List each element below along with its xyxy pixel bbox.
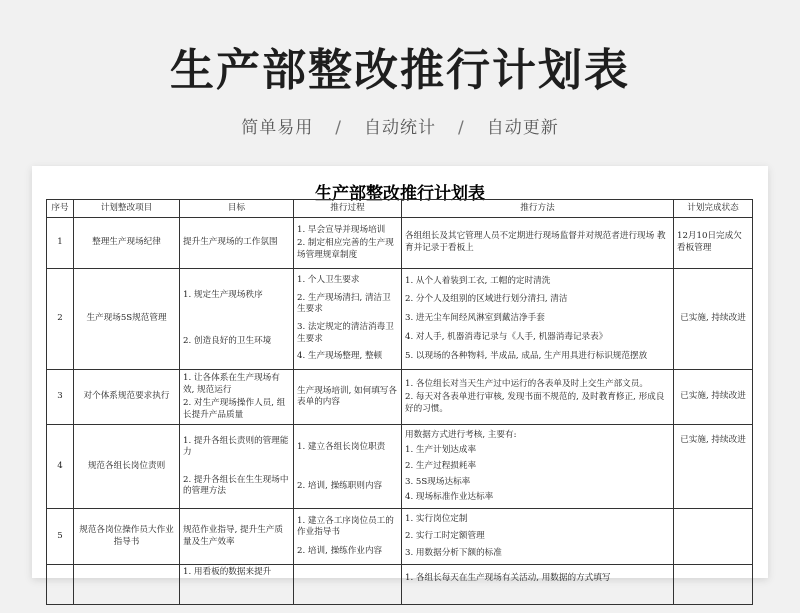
row-goal <box>180 269 294 370</box>
method-line: 5. 以现场的各种物料, 半成品, 成品, 生产用具进行标识规范摆放 <box>405 350 648 361</box>
plan-table <box>46 199 753 605</box>
method-line: 2. 实行工时定额管理 <box>405 531 485 542</box>
tag-separator: / <box>458 118 465 138</box>
row-goal <box>180 565 294 605</box>
row-no: 5 <box>47 509 74 565</box>
goal-line: 2. 创造良好的卫生环境 <box>183 336 272 347</box>
process-line: 1. 个人卫生要求 <box>297 275 360 286</box>
col-header-no: 序号 <box>47 200 74 218</box>
row-item: 生产现场5S规范管理 <box>74 269 180 370</box>
row-method <box>402 370 674 425</box>
row-no: 4 <box>47 425 74 509</box>
table-row <box>47 370 753 425</box>
row-status <box>674 565 753 605</box>
row-method <box>402 425 674 509</box>
row-no: 1 <box>47 218 74 269</box>
row-status: 已实施, 持续改进 <box>674 425 753 509</box>
table-header-row <box>47 200 753 218</box>
process-line: 4. 生产现场整理, 整顿 <box>297 351 383 362</box>
row-method <box>402 509 674 565</box>
row-method <box>402 269 674 370</box>
method-line: 2. 分个人及组别的区域进行划分清扫, 清洁 <box>405 294 568 305</box>
document-title: 生产部整改推行计划表 <box>315 184 485 204</box>
col-header-process: 推行过程 <box>294 200 402 218</box>
row-goal <box>180 425 294 509</box>
table-row <box>47 425 753 509</box>
col-header-goal: 目标 <box>180 200 294 218</box>
row-process <box>294 370 402 425</box>
process-line: 1. 建立各组长岗位职责 <box>297 441 386 452</box>
process-line: 2. 培训, 操练职则内容 <box>297 480 383 491</box>
row-process <box>294 218 402 269</box>
method-line: 各组组长及其它管理人员不定期进行现场监督并对规范者进行现场 教育并记录于看板上 <box>405 231 666 253</box>
process-line: 1. 建立各工序岗位员工的作业指导书 <box>297 515 394 538</box>
row-no <box>47 565 74 605</box>
method-line: 4. 现场标准作业达标率 <box>405 492 494 503</box>
method-line: 用数据方式进行考核, 主要有: <box>405 429 517 440</box>
row-goal <box>180 509 294 565</box>
row-goal <box>180 370 294 425</box>
row-process <box>294 425 402 509</box>
method-line: 2. 生产过程损耗率 <box>405 461 477 472</box>
process-line: 1. 早会宣导并现场培训 <box>297 224 386 235</box>
row-status: 已实施, 持续改进 <box>674 370 753 425</box>
col-header-item: 计划整改项目 <box>74 200 180 218</box>
row-item: 整理生产现场纪律 <box>74 218 180 269</box>
row-process <box>294 509 402 565</box>
row-method <box>402 218 674 269</box>
row-no: 3 <box>47 370 74 425</box>
hero-tagline <box>0 113 800 138</box>
method-line: 1. 各位组长对当天生产过中运行的各表单及时上交生产部文员。 <box>405 378 648 389</box>
process-line: 2. 制定相应完善的生产现场管理规章制度 <box>297 238 394 260</box>
table-row <box>47 565 753 605</box>
process-line: 2. 生产现场清扫, 清洁卫生要求 <box>297 292 391 315</box>
document-preview <box>32 166 768 584</box>
table-row <box>47 509 753 565</box>
process-line: 2. 培训, 操练作业内容 <box>297 546 383 557</box>
process-line: 3. 法定规定的清洁消毒卫生要求 <box>297 322 394 344</box>
row-process <box>294 565 402 605</box>
method-line: 1. 各组长每天在生产现场有关活动, 用数据的方式填写 <box>405 573 611 584</box>
tag-separator: / <box>335 118 342 138</box>
method-line: 1. 实行岗位定制 <box>405 514 468 525</box>
tag-auto-update: 自动更新 <box>486 118 559 138</box>
tag-auto-stats: 自动统计 <box>364 118 436 138</box>
method-line: 3. 进无尘车间经风淋室到戴洁净手套 <box>405 313 545 324</box>
process-line: 生产现场培训, 如何填写各表单的内容 <box>297 385 397 408</box>
row-item: 对个体系规范要求执行 <box>74 370 180 425</box>
row-no: 2 <box>47 269 74 370</box>
col-header-method: 推行方法 <box>402 200 674 218</box>
goal-line: 2. 对生产现场操作人员, 组长提升产品质量 <box>183 398 286 420</box>
row-status: 已实施, 持续改进 <box>674 269 753 370</box>
goal-line: 提升生产现场的工作氛围 <box>183 237 278 248</box>
method-line: 1. 生产计划达成率 <box>405 445 477 456</box>
row-method <box>402 565 674 605</box>
row-item: 规范各组长岗位责则 <box>74 425 180 509</box>
goal-line: 1. 提升各组长责则的管理能力 <box>183 435 289 458</box>
row-item: 规范各岗位操作员大作业指导书 <box>74 509 180 565</box>
row-status: 12月10日完成欠看板管理 <box>674 218 753 269</box>
hero-title: 生产部整改推行计划表 <box>170 45 630 96</box>
goal-line: 1. 用看板的数据来提升 <box>183 567 272 578</box>
table-row <box>47 269 753 370</box>
goal-line: 1. 规定生产现场秩序 <box>183 290 263 301</box>
tag-easy: 简单易用 <box>241 118 314 138</box>
row-process <box>294 269 402 370</box>
row-goal <box>180 218 294 269</box>
row-item <box>74 565 180 605</box>
table-row <box>47 218 753 269</box>
goal-line: 1. 让各体系在生产现场有效, 规范运行 <box>183 373 280 395</box>
method-line: 2. 每天对各表单进行审核, 发现书面不规范的, 及时教育修正, 形成良好的习惯。 <box>405 392 665 414</box>
method-line: 1. 从个人着装到工衣, 工帽的定时清洗 <box>405 275 551 286</box>
goal-line: 规范作业指导, 提升生产质量及生产效率 <box>183 525 283 547</box>
method-line: 3. 用数据分析下额的标准 <box>405 547 502 558</box>
col-header-status: 计划完成状态 <box>674 200 753 218</box>
method-line: 3. 5S现场达标率 <box>405 476 471 487</box>
goal-line: 2. 提升各组长在生生现场中的管理方法 <box>183 474 289 497</box>
row-status <box>674 509 753 565</box>
method-line: 4. 对人手, 机器消毒记录与《人手, 机器消毒记录表》 <box>405 331 608 342</box>
